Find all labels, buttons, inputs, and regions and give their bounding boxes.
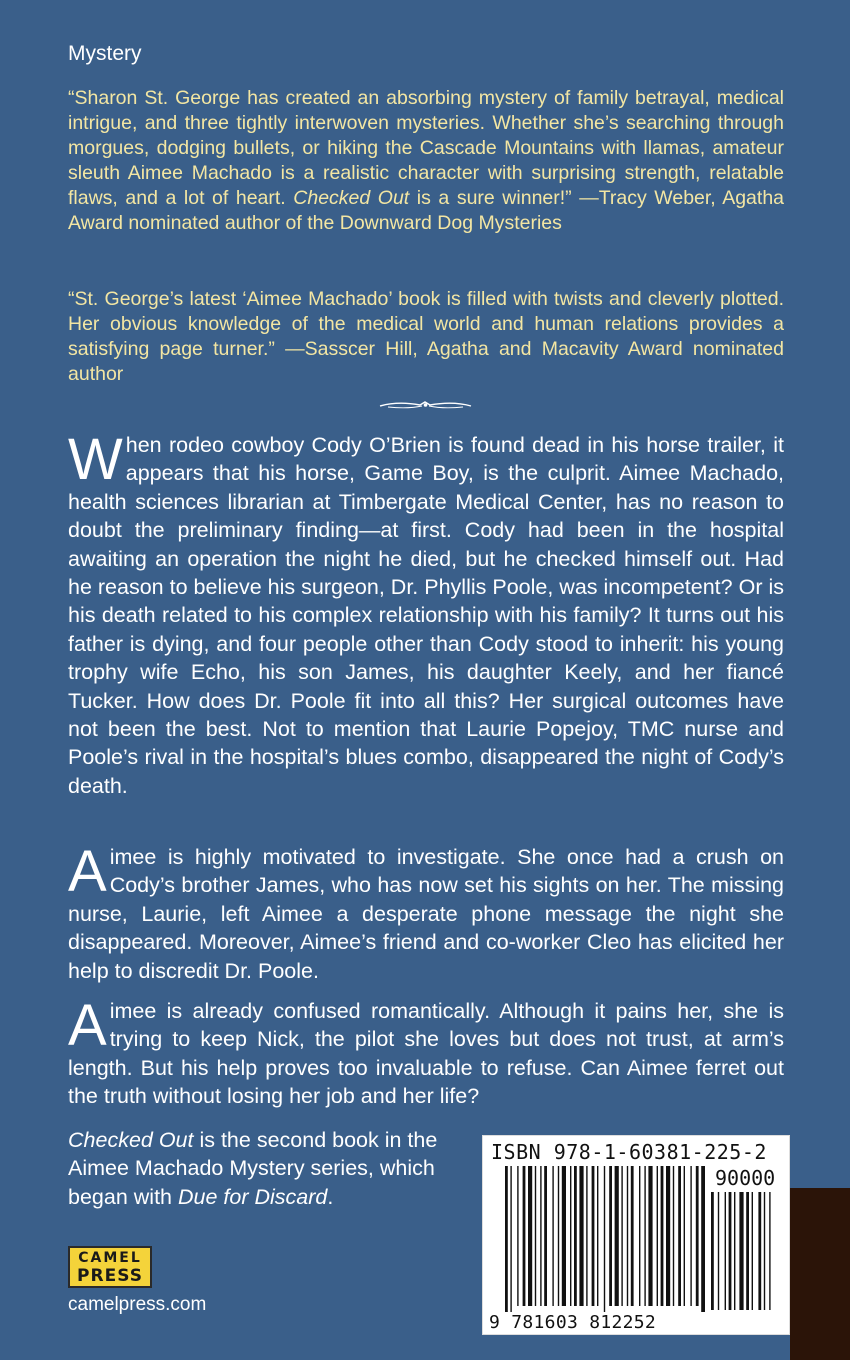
barcode-bar [510,1166,511,1312]
barcode-bar [631,1166,634,1306]
barcode-bar [734,1192,735,1310]
paragraph-text: imee is highly motivated to investigate. She once had a crush on Cody’s brother James, who has now set his sights on her. The missing nurse, Laurie, left Aimee a desperate phone message the night she disappeared. Moreover, Aimee’s friend and co-worker Cleo has elicited her help to discredit Dr. Poole. [68,845,784,983]
barcode-bar [604,1166,605,1312]
barcode-bar [696,1166,699,1306]
barcode-bar [666,1166,670,1306]
barcode-bar [758,1192,761,1310]
blurb-1-text-start: “Sharon St. George has created an absorbing mystery of family betrayal, medical intrigue, and three tightly interwoven mysteries. Whether she’s searching through morgues, dodging bullets, or hiking the Cascade Mountains with llamas, amateur sleuth Aimee Machado is a realistic character with surprising strength, relatable flaws, and a lot of heart. [68,87,784,209]
blurb-1-book-title: Checked Out [293,187,410,209]
genre-label: Mystery [68,42,142,65]
barcode-bar [586,1166,587,1306]
barcode-bar [690,1166,691,1306]
series-note-middle: is the second book in the Aimee Machado Mystery series, which began with [68,1128,438,1209]
synopsis-paragraph-1 [68,427,784,800]
barcode-bar [739,1192,743,1310]
synopsis-paragraph-2 [68,839,784,985]
barcode-bar [579,1166,583,1306]
barcode-bar [562,1166,566,1306]
drop-cap: W [68,427,123,492]
publisher-logo [68,1246,152,1288]
paragraph-text: hen rodeo cowboy Cody O’Brien is found dead in his horse trailer, it appears that his horse, Game Boy, is the culprit. Aimee Machado, health sciences librarian at Timbergate Medical Center, has no reason to doubt the preliminary finding—at first. Cody had been in the hospital awaiting an operation the night he died, but he checked himself out. Had he reason to believe his surgeon, Dr. Phyllis Poole, was incompetent? Or is his death related to his complex relationship with his family? It turns out his father is dying, and four people other than Cody stood to inherit: his young trophy wife Echo, his son James, his daughter Keely, and her fiancé Tucker. How does Dr. Poole fit into all this? Her surgical outcomes have not been the best. Not to mention that Laurie Popejoy, TMC nurse and Poole’s rival in the hospital’s blues combo, disappeared the night of Cody’s death. [68,433,784,798]
blurb-1-text-end: is a sure winner!” —Tracy Weber, Agatha Award nominated author of the Downward Dog Mysteries [68,187,785,234]
series-note [68,1126,463,1211]
spine-dark-block [790,1188,850,1360]
barcode-bar [661,1166,664,1306]
barcode-bar [570,1166,571,1306]
barcode-bar [523,1166,526,1306]
barcode-bar [644,1166,645,1306]
review-blurb-2: “St. George’s latest ‘Aimee Machado’ book is filled with twists and cleverly plotted. Her obvious knowledge of the medical world and human relations provides a satisfying page turner.” —Sasscer Hill, Agatha and Macavity Award nominated author [68,288,784,385]
barcode-bar [711,1192,714,1310]
barcode-bar [673,1166,674,1306]
barcode-bar [684,1166,685,1306]
barcode-bar [648,1166,652,1306]
series-book-title: Checked Out [68,1128,194,1152]
barcode-bar [505,1166,508,1312]
barcode-bar [746,1192,749,1310]
paragraph-text: imee is already confused romantically. Although it pains her, she is trying to keep Nick, the pilot she loves but does not trust, at arm’s length. But his help proves too invaluable to refuse. Can Aimee ferret out the truth without losing her job and her life? [68,999,784,1109]
price-code: 90000 [715,1166,776,1190]
drop-cap: A [68,993,107,1058]
barcode-bar [574,1166,577,1306]
barcode-bar [540,1166,541,1306]
divider-ornament-icon [378,397,473,413]
barcode-bar [597,1166,598,1306]
review-blurb-1 [68,86,784,236]
synopsis-paragraph-3 [68,993,784,1111]
barcode-digits: 9 781603 812252 [489,1312,657,1333]
publisher-website: camelpress.com [68,1294,207,1315]
barcode-bar [528,1166,532,1306]
barcode-bar [627,1166,628,1306]
barcode-price-bars [711,1192,781,1310]
series-note-end: . [327,1184,334,1209]
logo-line-2: PRESS [77,1266,143,1286]
barcode-bar [609,1166,612,1306]
logo-line-1: CAMEL [78,1250,142,1266]
series-first-book-title: Due for Discard [177,1184,328,1209]
barcode-bar [752,1192,753,1310]
isbn-barcode [482,1135,790,1335]
barcode-bar [615,1166,619,1306]
barcode-bar [552,1166,553,1306]
barcode-bar [544,1166,547,1306]
barcode-bar [701,1166,705,1312]
barcode-bar [769,1192,770,1310]
drop-cap: A [68,839,107,904]
barcode-bar [718,1192,719,1310]
barcode-bar [764,1192,765,1310]
barcode-bar [678,1166,681,1306]
isbn-label: ISBN 978-1-60381-225-2 [491,1140,767,1164]
barcode-bar [517,1166,518,1306]
barcode-bar [558,1166,559,1306]
barcode-bar [535,1166,536,1306]
barcode-bar [639,1166,640,1306]
barcode-bar [592,1166,595,1306]
barcode-bar [621,1166,622,1306]
barcode-bar [725,1192,726,1310]
barcode-bar [657,1166,658,1306]
barcode-main-bars [505,1166,705,1312]
barcode-bar [729,1192,732,1310]
